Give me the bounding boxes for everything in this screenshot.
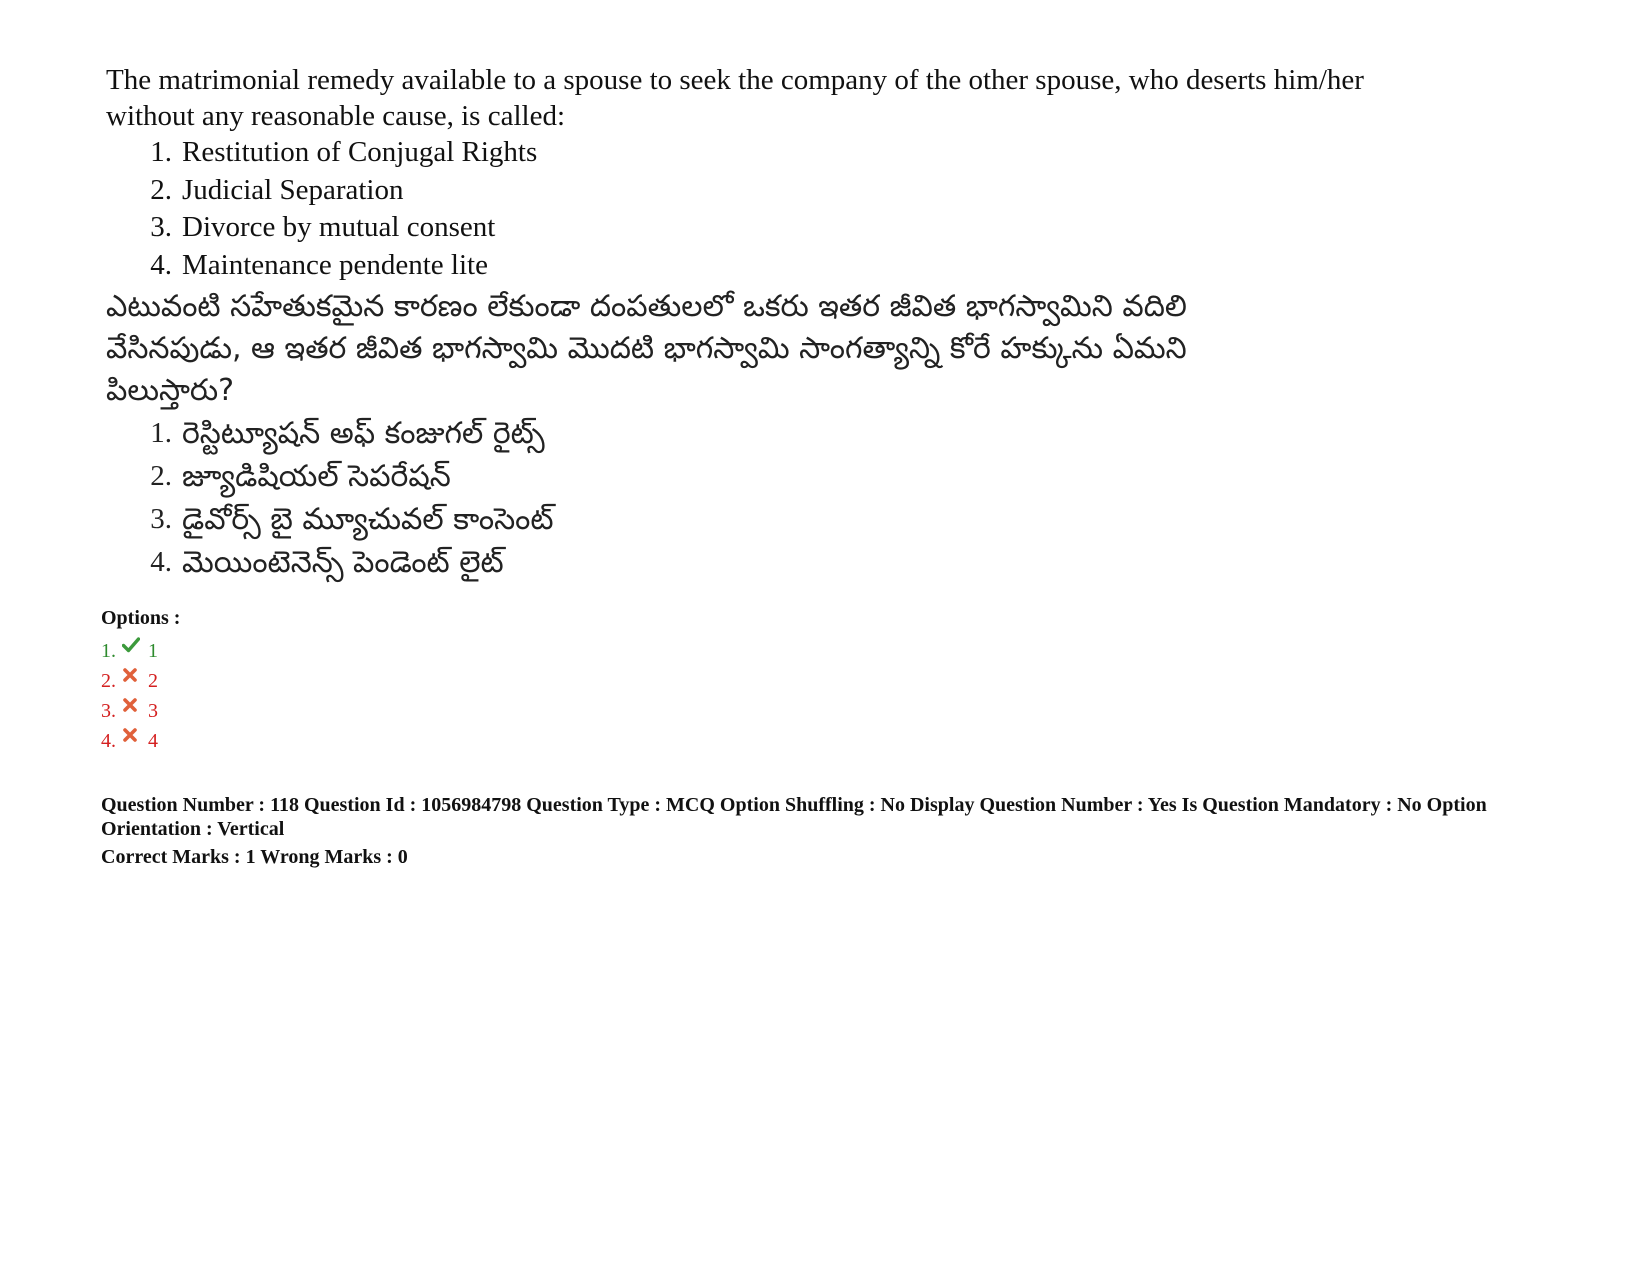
option-text: రెస్టిట్యూషన్ అఫ్ కంజుగల్ రైట్స్ — [182, 416, 545, 451]
question-text-telugu: ఎటువంటి సహేతుకమైన కారణం లేకుండా దంపతులలో ఒకరు ఇతర జీవిత భాగస్వామిని వదిలి వేసినపుడు, ఆ ఇతర జీవిత భాగస్వామి మొదటి భాగస్వామి సాంగత్యాన్ని కోరే హక్కును ఏమని పిలుస్తారు? — [106, 289, 1187, 408]
telugu-option — [106, 541, 1366, 584]
english-option-list — [106, 134, 1366, 284]
answer-number: 4. — [101, 730, 116, 752]
answer-option-4 — [101, 726, 180, 756]
option-text: డైవోర్స్ బై మ్యూచువల్ కాంసెంట్ — [182, 502, 554, 537]
option-text: మెయింటెనెన్స్ పెండెంట్ లైట్ — [182, 545, 504, 580]
telugu-option — [106, 498, 1366, 541]
cross-icon — [122, 667, 140, 687]
answer-option-1 — [101, 636, 180, 666]
telugu-option — [106, 455, 1366, 498]
question-block — [106, 62, 1366, 584]
telugu-option — [106, 412, 1366, 455]
question-text-english: The matrimonial remedy available to a spouse to seek the company of the other spouse, who deserts him/her without any reasonable cause, is called: — [106, 64, 1364, 132]
option-text: Divorce by mutual consent — [182, 211, 496, 243]
option-number: 4. — [150, 248, 172, 281]
option-number: 2. — [150, 460, 172, 492]
option-number: 1. — [150, 136, 172, 168]
answer-label: 4 — [148, 730, 158, 752]
answer-number: 3. — [101, 700, 116, 722]
telugu-option-list — [106, 412, 1366, 584]
answer-label: 1 — [148, 640, 158, 662]
answer-label: 3 — [148, 700, 158, 722]
english-option — [106, 209, 1366, 247]
answer-number: 1. — [101, 640, 116, 662]
option-text: జ్యూడిషియల్ సెపరేషన్ — [182, 459, 451, 494]
option-text: Restitution of Conjugal Rights — [182, 136, 538, 168]
option-text: Judicial Separation — [182, 173, 404, 206]
option-number: 2. — [150, 173, 172, 206]
english-option — [106, 247, 1366, 285]
english-option — [106, 172, 1366, 210]
cross-icon — [122, 727, 140, 747]
cross-icon — [122, 697, 140, 717]
question-meta — [101, 793, 1561, 869]
option-number: 4. — [150, 546, 172, 578]
check-icon — [122, 637, 140, 657]
answer-label: 2 — [148, 670, 158, 692]
option-number: 3. — [150, 503, 172, 535]
option-number: 3. — [150, 211, 172, 243]
option-text: Maintenance pendente lite — [182, 248, 488, 281]
options-heading: Options : — [101, 607, 181, 629]
options-section — [101, 606, 180, 756]
answer-option-2 — [101, 666, 180, 696]
answer-option-3 — [101, 696, 180, 726]
option-number: 1. — [150, 417, 172, 449]
question-info-line: Question Number : 118 Question Id : 1056984798 Question Type : MCQ Option Shuffling : No Display Question Number : Yes Is Question Mandatory : No Option Orientation : Vertical — [101, 794, 1487, 840]
marks-line: Correct Marks : 1 Wrong Marks : 0 — [101, 846, 408, 868]
english-option — [106, 134, 1366, 172]
answer-number: 2. — [101, 670, 116, 692]
